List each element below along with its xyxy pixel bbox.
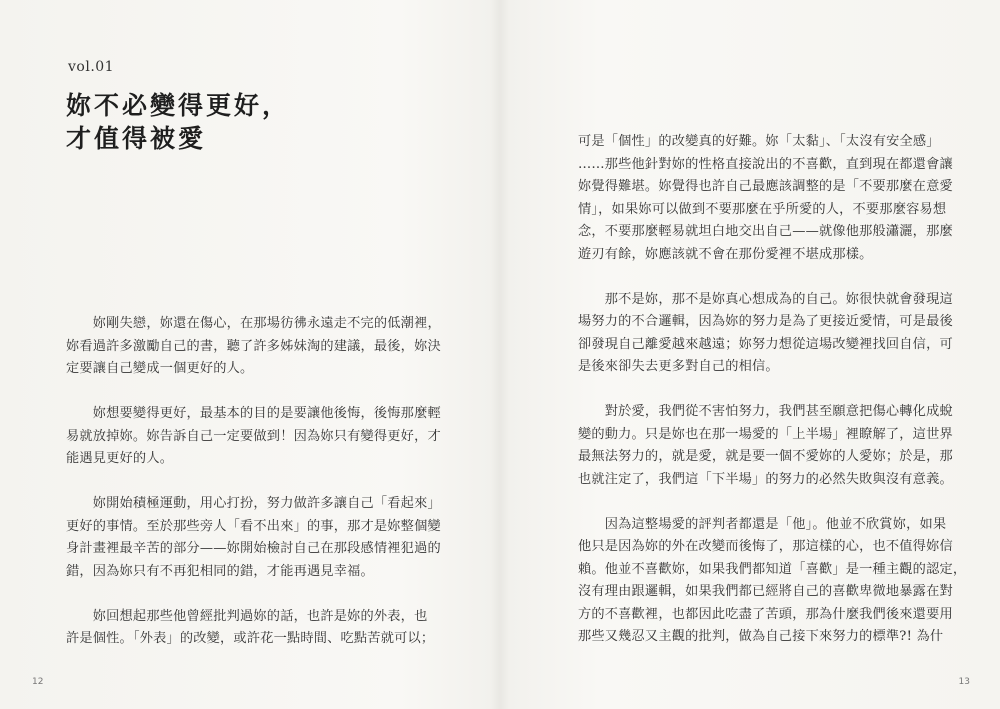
volume-label: vol.01 <box>68 59 115 75</box>
text-line: 是後來卻失去更多對自己的相信。 <box>578 359 779 374</box>
paragraph <box>66 313 441 381</box>
paragraph <box>578 131 953 266</box>
page-number: 13 <box>958 677 970 687</box>
text-line: 易就放掉妳。妳告訴自己一定要做到！因為妳只有變得更好，才 <box>66 428 441 444</box>
paragraph <box>578 514 967 649</box>
text-line: 妳覺得難堪。妳覺得也許自己最應該調整的是「不要那麼在意愛 <box>578 179 953 194</box>
text-line: 他只是因為妳的外在改變而後悔了，那這樣的心，也不值得妳信 <box>578 539 953 554</box>
text-line: 更好的事情。至於那些旁人「看不出來」的事，那才是妳整個變 <box>66 518 441 534</box>
text-line: 因為這整場愛的評判者都還是「他」。他並不欣賞妳，如果 <box>578 516 947 532</box>
page-number: 12 <box>32 677 44 687</box>
text-line: 卻發現自己離愛越來越遠；妳努力想從這場改變裡找回自信，可 <box>578 336 953 352</box>
paragraph <box>66 606 435 651</box>
text-line: 妳回想起那些他曾經批判過妳的話，也許是妳的外表，也 <box>66 608 428 624</box>
left-body-text <box>66 313 441 673</box>
text-line: 最無法努力的，就是愛，就是要一個不愛妳的人愛妳；於是，那 <box>578 449 953 464</box>
chapter-title <box>66 89 290 155</box>
text-line: 那不是妳，那不是妳真心想成為的自己。妳很快就會發現這 <box>578 291 953 307</box>
text-line: 場努力的不合邏輯，因為妳的努力是為了更接近愛情，可是最後 <box>578 314 953 329</box>
text-line: 情」，如果妳可以做到不要那麼在乎所愛的人，不要那麼容易想 <box>578 201 947 217</box>
text-line: 妳剛失戀，妳還在傷心，在那場彷彿永遠走不完的低潮裡， <box>66 316 441 331</box>
text-line: 也就注定了，我們這「下半場」的努力的必然失敗與沒有意義。 <box>578 471 953 487</box>
text-line: 身計畫裡最辛苦的部分——妳開始檢討自己在那段感情裡犯過的 <box>66 541 441 556</box>
paragraph <box>66 493 441 583</box>
right-page <box>500 0 1000 709</box>
text-line: 能遇見更好的人。 <box>66 451 174 466</box>
chapter-title-line: 才值得被愛 <box>66 124 207 153</box>
text-line: 遊刃有餘，妳應該就不會在那份愛裡不堪成那樣。 <box>578 246 873 262</box>
text-line: 可是「個性」的改變真的好難。妳「太黏」、「太沒有安全感」 <box>578 134 940 149</box>
text-line: 方的不喜歡裡，也都因此吃盡了苦頭，那為什麼我們後來還要用 <box>578 606 953 622</box>
text-line: 那些又幾忍又主觀的批判，做為自己接下來努力的標準?! 為什 <box>578 629 944 644</box>
text-line: 定要讓自己變成一個更好的人。 <box>66 361 254 376</box>
text-line: 許是個性。「外表」的改變，或許花一點時間、吃點苦就可以； <box>66 631 435 646</box>
paragraph <box>578 289 953 379</box>
paragraph <box>66 403 441 471</box>
text-line: 妳開始積極運動，用心打扮，努力做許多讓自己「看起來」 <box>66 496 441 511</box>
text-line: 妳想要變得更好，最基本的目的是要讓他後悔，後悔那麼輕 <box>66 406 441 421</box>
text-line: 錯，因為妳只有不再犯相同的錯，才能再遇見幸福。 <box>66 563 374 579</box>
text-line: 賴。他並不喜歡妳，如果我們都知道「喜歡」是一種主觀的認定， <box>578 561 967 577</box>
text-line: 對於愛，我們從不害怕努力，我們甚至願意把傷心轉化成蛻 <box>578 404 953 419</box>
text-line: 沒有理由跟邏輯，如果我們都已經將自己的喜歡卑微地暴露在對 <box>578 584 953 599</box>
chapter-title-line: 妳不必變得更好， <box>66 91 291 120</box>
paragraph <box>578 401 953 491</box>
text-line: ……那些他針對妳的性格直接說出的不喜歡，直到現在都還會讓 <box>578 156 953 172</box>
right-body-text <box>578 131 967 671</box>
text-line: 妳看過許多激勵自己的書，聽了許多姊妹淘的建議，最後，妳決 <box>66 338 441 354</box>
text-line: 變的動力。只是妳也在那一場愛的「上半場」裡瞭解了，這世界 <box>578 426 953 442</box>
text-line: 念，不要那麼輕易就坦白地交出自己——就像他那般瀟灑，那麼 <box>578 224 953 239</box>
